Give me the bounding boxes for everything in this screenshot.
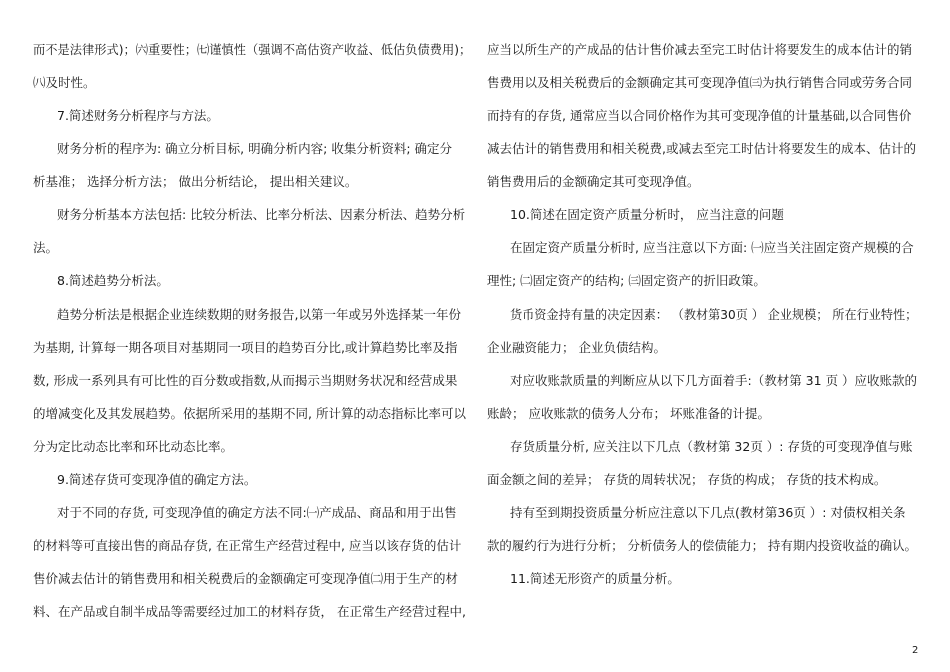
text-line: 企业融资能力； 企业负债结构。 [487, 340, 666, 355]
text-line: 在固定资产质量分析时, 应当注意以下方面: ㈠应当关注固定资产规模的合 [510, 240, 914, 255]
text-line: 分为定比动态比率和环比动态比率。 [33, 439, 234, 454]
text-line: 对于不同的存货, 可变现净值的确定方法不同:㈠产成品、商品和用于出售 [57, 505, 457, 520]
text-line: 售费用以及相关税费后的金额确定其可变现净值㈢为执行销售合同或劳务合同 [487, 75, 913, 90]
text-line: 应当以所生产的产成品的估计售价减去至完工时估计将要发生的成本估计的销 [487, 42, 913, 57]
page-number: 2 [912, 645, 919, 656]
text-line: 而不是法律形式)；㈥重要性；㈦谨慎性（强调不高估资产收益、低估负债费用)； [33, 42, 472, 57]
text-line: 法。 [33, 240, 59, 255]
text-line: 减去估计的销售费用和相关税费,或减去至完工时估计将要发生的成本、估计的 [487, 141, 916, 156]
text-line: 存货质量分析, 应关注以下几点（教材第 32页 ）: 存货的可变现净值与账 [510, 439, 913, 454]
text-line: 的材料等可直接出售的商品存货, 在正常生产经营过程中, 应当以该存货的估计 [33, 538, 462, 553]
text-line: 而持有的存货, 通常应当以合同价格作为其可变现净值的计量基础,以合同售价 [487, 108, 912, 123]
section-heading: 11.简述无形资产的质量分析。 [510, 571, 680, 586]
text-line: 账龄； 应收账款的债务人分布； 坏账准备的计提。 [487, 406, 770, 421]
text-line: 财务分析基本方法包括: 比较分析法、比率分析法、因素分析法、趋势分析 [57, 207, 466, 222]
text-line: ㈧及时性。 [33, 75, 96, 90]
section-heading: 7.简述财务分析程序与方法。 [57, 108, 219, 123]
text-line: 货币资金持有量的决定因素： （教材第30页 ） 企业规模； 所在行业特性； [510, 307, 918, 322]
section-heading: 10.简述在固定资产质量分析时， 应当注意的问题 [510, 207, 784, 222]
text-line: 为基期, 计算每一期各项目对基期同一项目的趋势百分比,或计算趋势比率及指 [33, 340, 458, 355]
text-line: 持有至到期投资质量分析应注意以下几点(教材第36页 ）: 对债权相关条 [510, 505, 906, 520]
text-line: 料、在产品或自制半成品等需要经过加工的材料存货， 在正常生产经营过程中, [33, 604, 466, 619]
text-line: 款的履约行为进行分析； 分析债务人的偿债能力； 持有期内投资收益的确认。 [487, 538, 917, 553]
text-line: 理性; ㈡固定资产的结构; ㈢固定资产的折旧政策。 [487, 273, 766, 288]
section-heading: 8.简述趋势分析法。 [57, 273, 169, 288]
text-line: 对应收账款质量的判断应从以下几方面着手:（教材第 31 页 ）应收账款的 [510, 373, 918, 388]
section-heading: 9.简述存货可变现净值的确定方法。 [57, 472, 257, 487]
text-line: 数, 形成一系列具有可比性的百分数或指数,从而揭示当期财务状况和经营成果 [33, 373, 458, 388]
text-line: 销售费用后的金额确定其可变现净值。 [487, 174, 700, 189]
text-line: 趋势分析法是根据企业连续数期的财务报告,以第一年或另外选择某一年份 [57, 307, 461, 322]
text-line: 面金额之间的差异； 存货的周转状况； 存货的构成； 存货的技术构成。 [487, 472, 887, 487]
text-line: 的增减变化及其发展趋势。依据所采用的基期不同, 所计算的动态指标比率可以 [33, 406, 466, 421]
text-line: 售价减去估计的销售费用和相关税费后的金额确定可变现净值㈡用于生产的材 [33, 571, 459, 586]
text-line: 财务分析的程序为: 确立分析目标, 明确分析内容; 收集分析资料; 确定分 [57, 141, 453, 156]
text-line: 析基准； 选择分析方法； 做出分析结论， 提出相关建议。 [33, 174, 358, 189]
